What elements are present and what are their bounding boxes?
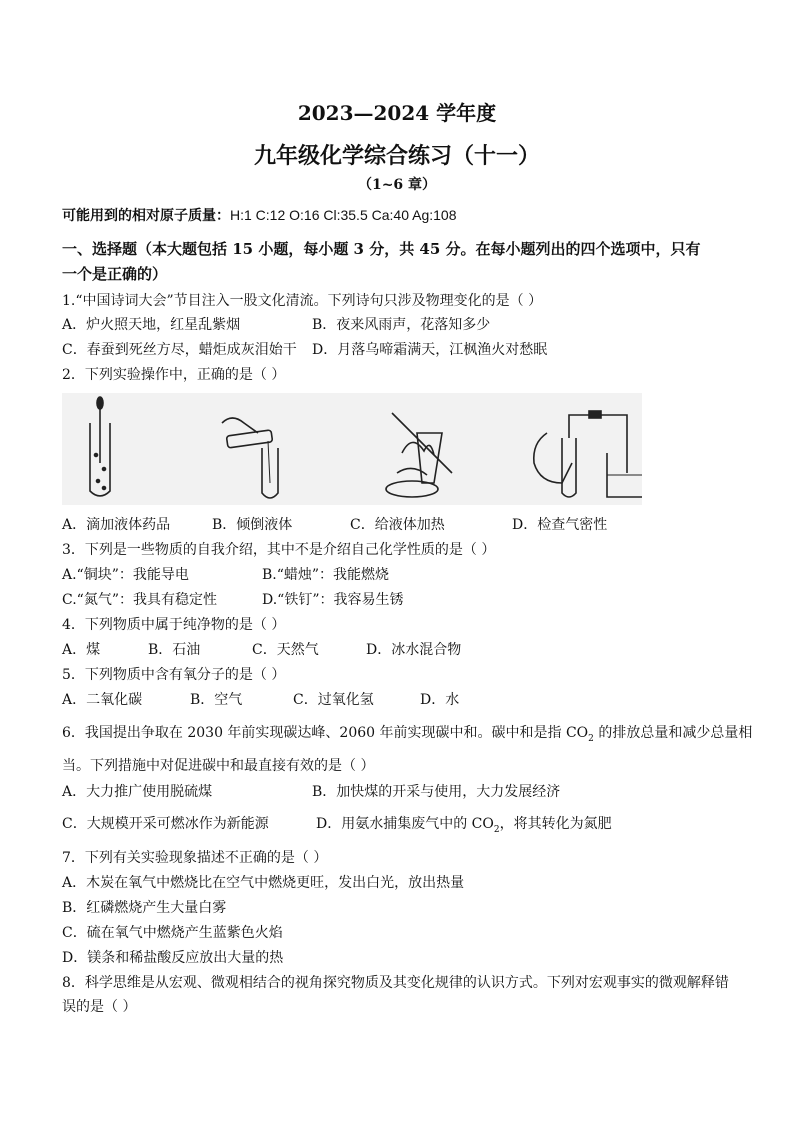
exam-title: 九年级化学综合练习（十一） [253,143,540,169]
question-5-option-c: C．过氧化氢 [293,692,374,708]
question-4-option-d: D．冰水混合物 [366,642,462,658]
question-6-stem-line1 [62,724,752,748]
question-3-option-a: A.“铜块”：我能导电 [62,567,189,583]
question-6-option-d-text: D．用氨水捕集废气中的 CO [316,816,494,832]
co2-subscript-d: 2 [493,824,500,835]
question-2-option-c: C．给液体加热 [350,517,445,533]
question-1-stem: 1.“中国诗词大会”节目注入一股文化清流。下列诗句只涉及物理变化的是（ ） [62,293,543,309]
question-7-option-d: D．镁条和稀盐酸反应放出大量的热 [62,950,284,966]
question-1-option-a: A．炉火照天地，红星乱紫烟 [62,317,241,333]
question-4-option-a: A．煤 [62,642,101,658]
question-3-stem: 3．下列是一些物质的自我介绍，其中不是介绍自己化学性质的是（ ） [62,542,496,558]
section-heading-line1: 一、选择题（本大题包括 15 小题，每小题 3 分，共 45 分。在每小题列出的四个选项中，只有 [62,240,701,258]
question-6-option-a: A．大力推广使用脱硫煤 [62,784,213,800]
question-5-stem: 5．下列物质中含有氧分子的是（ ） [62,667,286,683]
question-7-option-b: B．红磷燃烧产生大量白雾 [62,900,227,916]
question-7-option-a: A．木炭在氧气中燃烧比在空气中燃烧更旺，发出白光，放出热量 [62,875,465,891]
question-2-option-b: B．倾倒液体 [212,517,293,533]
question-4-stem: 4．下列物质中属于纯净物的是（ ） [62,617,286,633]
figure-background [62,393,642,505]
question-6-option-c: C．大规模开采可燃冰作为新能源 [62,816,269,832]
question-6-option-b: B．加快煤的开采与使用，大力发展经济 [312,784,561,800]
question-1-option-b: B．夜来风雨声，花落知多少 [312,317,491,333]
question-1-option-d: D．月落乌啼霜满天，江枫渔火对愁眠 [312,342,548,358]
question-2-option-a: A．滴加液体药品 [62,517,171,533]
section-heading-line2: 一个是正确的） [62,265,168,283]
question-5-option-d: D．水 [420,692,460,708]
question-6-option-d-text-end: ，将其转化为氮肥 [499,816,612,832]
question-6-stem-text-end: 的排放总量和减少总量相 [593,725,753,741]
question-2-stem: 2．下列实验操作中，正确的是（ ） [62,367,286,383]
question-3-option-d: D.“铁钉”：我容易生锈 [262,592,404,608]
question-8-stem-line2: 误的是（ ） [62,999,137,1015]
lab-operations-figure [62,393,642,505]
question-7-option-c: C．硫在氧气中燃烧产生蓝紫色火焰 [62,925,283,941]
question-5-option-a: A．二氧化碳 [62,692,143,708]
question-5-option-b: B．空气 [190,692,243,708]
question-8-stem-line1: 8．科学思维是从宏观、微观相结合的视角探究物质及其变化规律的认识方式。下列对宏观事实的微观解释错 [62,975,729,991]
question-6-stem-line2: 当。下列措施中对促进碳中和最直接有效的是（ ） [62,758,375,774]
question-2-option-d: D．检查气密性 [512,517,608,533]
question-6-option-d [316,815,612,839]
atomic-mass-line [62,206,456,225]
question-3-option-c: C.“氮气”：我具有稳定性 [62,592,217,608]
atomic-mass-values: H:1 C:12 O:16 Cl:35.5 Ca:40 Ag:108 [230,207,457,223]
question-1-option-c: C．春蚕到死丝方尽，蜡炬成灰泪始干 [62,342,297,358]
atomic-mass-label: 可能用到的相对原子质量： [62,208,230,224]
question-7-stem: 7．下列有关实验现象描述不正确的是（ ） [62,850,328,866]
question-6-stem-text: 6．我国提出争取在 2030 年前实现碳达峰、2060 年前实现碳中和。碳中和是指 CO [62,725,589,741]
question-3-option-b: B.“蜡烛”：我能燃烧 [262,567,390,583]
exam-year: 2023—2024 学年度 [297,101,497,125]
exam-chapters: （1~6 章） [357,177,437,193]
question-4-option-c: C．天然气 [252,642,319,658]
co2-subscript: 2 [588,733,594,744]
question-4-option-b: B．石油 [148,642,201,658]
